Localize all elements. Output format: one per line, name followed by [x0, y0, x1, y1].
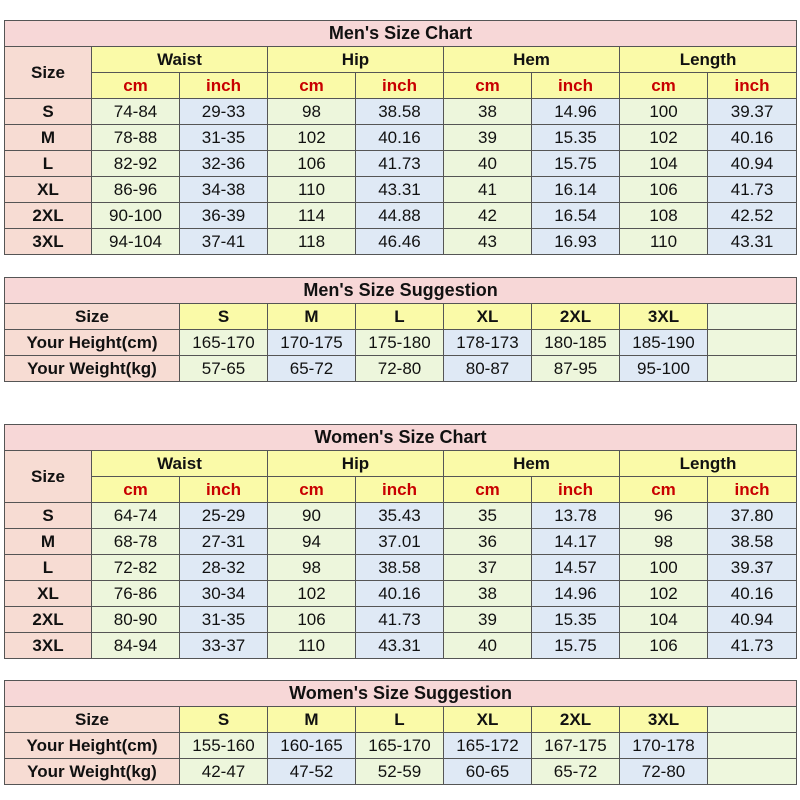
length-header: Length	[620, 47, 797, 73]
measure-cell: 38	[444, 99, 532, 125]
size-cell: 2XL	[5, 607, 92, 633]
measure-cell: 78-88	[92, 125, 180, 151]
table-row	[5, 555, 797, 581]
unit-cell: inch	[532, 477, 620, 503]
suggestion-cell	[708, 733, 797, 759]
measure-cell: 46.46	[356, 229, 444, 255]
hem-header: Hem	[444, 47, 620, 73]
measure-cell: 14.57	[532, 555, 620, 581]
measure-cell: 43	[444, 229, 532, 255]
measure-cell: 38.58	[356, 555, 444, 581]
size-header-cell: 2XL	[532, 707, 620, 733]
measure-cell: 106	[620, 177, 708, 203]
measure-cell: 102	[620, 581, 708, 607]
suggestion-header-row	[5, 304, 797, 330]
measure-cell: 40.94	[708, 607, 797, 633]
measure-cell: 40.94	[708, 151, 797, 177]
size-label: Size	[5, 304, 180, 330]
size-label: Size	[5, 707, 180, 733]
measure-cell: 37.01	[356, 529, 444, 555]
unit-cell: cm	[92, 73, 180, 99]
women-suggestion-title: Women's Size Suggestion	[5, 681, 797, 707]
unit-cell: cm	[620, 477, 708, 503]
measure-cell: 100	[620, 99, 708, 125]
measure-cell: 31-35	[180, 607, 268, 633]
measure-cell: 28-32	[180, 555, 268, 581]
unit-cell: inch	[180, 73, 268, 99]
measure-cell: 35.43	[356, 503, 444, 529]
size-cell: XL	[5, 177, 92, 203]
women-chart-body	[5, 503, 797, 659]
measure-cell: 31-35	[180, 125, 268, 151]
size-cell: L	[5, 555, 92, 581]
size-header-cell: XL	[444, 707, 532, 733]
men-suggestion-body	[5, 304, 797, 382]
size-cell: 3XL	[5, 633, 92, 659]
table-row	[5, 229, 797, 255]
measure-cell: 25-29	[180, 503, 268, 529]
size-cell: S	[5, 99, 92, 125]
unit-cell: inch	[180, 477, 268, 503]
suggestion-cell: 160-165	[268, 733, 356, 759]
measure-cell: 100	[620, 555, 708, 581]
unit-cell: cm	[92, 477, 180, 503]
unit-cell: inch	[356, 477, 444, 503]
size-header: Size	[5, 451, 92, 503]
measure-cell: 84-94	[92, 633, 180, 659]
measure-cell: 37	[444, 555, 532, 581]
men-suggestion-title: Men's Size Suggestion	[5, 278, 797, 304]
measure-cell: 14.17	[532, 529, 620, 555]
size-header-cell: S	[180, 304, 268, 330]
measure-cell: 102	[620, 125, 708, 151]
unit-cell: inch	[532, 73, 620, 99]
measure-cell: 40	[444, 151, 532, 177]
measure-cell: 98	[268, 99, 356, 125]
measure-cell: 104	[620, 607, 708, 633]
suggestion-cell: 167-175	[532, 733, 620, 759]
size-cell: L	[5, 151, 92, 177]
measure-cell: 41.73	[356, 607, 444, 633]
suggestion-cell: 72-80	[620, 759, 708, 785]
measure-cell: 44.88	[356, 203, 444, 229]
size-header-cell: L	[356, 304, 444, 330]
size-header-cell: L	[356, 707, 444, 733]
measure-cell: 41.73	[708, 177, 797, 203]
suggestion-cell: 170-175	[268, 330, 356, 356]
suggestion-cell: 95-100	[620, 356, 708, 382]
table-row	[5, 125, 797, 151]
measure-cell: 114	[268, 203, 356, 229]
measure-cell: 15.35	[532, 607, 620, 633]
measure-cell: 94-104	[92, 229, 180, 255]
measure-cell: 16.93	[532, 229, 620, 255]
measure-cell: 90-100	[92, 203, 180, 229]
suggestion-cell	[708, 759, 797, 785]
measure-cell: 39	[444, 607, 532, 633]
measure-cell: 33-37	[180, 633, 268, 659]
suggestion-cell: 185-190	[620, 330, 708, 356]
suggestion-cell: 155-160	[180, 733, 268, 759]
measure-cell: 86-96	[92, 177, 180, 203]
row-label: Your Weight(kg)	[5, 759, 180, 785]
suggestion-cell: 72-80	[356, 356, 444, 382]
unit-cell: cm	[620, 73, 708, 99]
measure-cell: 110	[620, 229, 708, 255]
row-label: Your Height(cm)	[5, 733, 180, 759]
measure-cell: 39.37	[708, 99, 797, 125]
suggestion-cell: 52-59	[356, 759, 444, 785]
measure-cell: 15.75	[532, 633, 620, 659]
size-cell: M	[5, 529, 92, 555]
suggestion-cell: 175-180	[356, 330, 444, 356]
measure-cell: 32-36	[180, 151, 268, 177]
measure-cell: 14.96	[532, 581, 620, 607]
size-header-cell: XL	[444, 304, 532, 330]
measure-cell: 42.52	[708, 203, 797, 229]
table-row	[5, 177, 797, 203]
measure-cell: 108	[620, 203, 708, 229]
measure-cell: 16.54	[532, 203, 620, 229]
suggestion-cell: 57-65	[180, 356, 268, 382]
measure-cell: 82-92	[92, 151, 180, 177]
measure-cell: 36	[444, 529, 532, 555]
suggestion-cell: 80-87	[444, 356, 532, 382]
waist-header: Waist	[92, 47, 268, 73]
measure-cell: 106	[620, 633, 708, 659]
measure-cell: 15.75	[532, 151, 620, 177]
measure-cell: 106	[268, 607, 356, 633]
measure-cell: 43.31	[356, 633, 444, 659]
measure-cell: 38	[444, 581, 532, 607]
size-header-cell	[708, 304, 797, 330]
size-header: Size	[5, 47, 92, 99]
row-label: Your Weight(kg)	[5, 356, 180, 382]
measure-cell: 90	[268, 503, 356, 529]
measure-cell: 37-41	[180, 229, 268, 255]
measure-cell: 80-90	[92, 607, 180, 633]
table-row	[5, 607, 797, 633]
table-row	[5, 356, 797, 382]
suggestion-cell	[708, 356, 797, 382]
men-size-suggestion	[4, 277, 797, 382]
measure-cell: 39.37	[708, 555, 797, 581]
measure-cell: 16.14	[532, 177, 620, 203]
measure-cell: 37.80	[708, 503, 797, 529]
measure-cell: 40.16	[708, 581, 797, 607]
table-row	[5, 203, 797, 229]
measure-cell: 38.58	[708, 529, 797, 555]
measure-cell: 27-31	[180, 529, 268, 555]
unit-cell: inch	[708, 73, 797, 99]
measure-cell: 40	[444, 633, 532, 659]
measure-cell: 13.78	[532, 503, 620, 529]
table-row	[5, 503, 797, 529]
measure-cell: 42	[444, 203, 532, 229]
measure-cell: 29-33	[180, 99, 268, 125]
measure-cell: 34-38	[180, 177, 268, 203]
measure-cell: 41.73	[356, 151, 444, 177]
table-row	[5, 581, 797, 607]
suggestion-cell: 178-173	[444, 330, 532, 356]
measure-cell: 98	[620, 529, 708, 555]
measure-cell: 106	[268, 151, 356, 177]
measure-cell: 15.35	[532, 125, 620, 151]
measure-cell: 41	[444, 177, 532, 203]
measure-cell: 40.16	[356, 125, 444, 151]
measure-cell: 43.31	[356, 177, 444, 203]
suggestion-header-row	[5, 707, 797, 733]
measure-cell: 102	[268, 581, 356, 607]
measure-cell: 98	[268, 555, 356, 581]
men-chart-body	[5, 99, 797, 255]
table-row	[5, 529, 797, 555]
women-size-chart	[4, 424, 797, 659]
measure-cell: 14.96	[532, 99, 620, 125]
measure-cell: 110	[268, 177, 356, 203]
unit-cell: cm	[268, 73, 356, 99]
unit-cell: inch	[708, 477, 797, 503]
size-cell: M	[5, 125, 92, 151]
unit-cell: cm	[268, 477, 356, 503]
women-size-suggestion	[4, 680, 797, 785]
size-header-cell	[708, 707, 797, 733]
men-chart-title: Men's Size Chart	[5, 21, 797, 47]
measure-cell: 76-86	[92, 581, 180, 607]
measure-cell: 102	[268, 125, 356, 151]
measure-cell: 104	[620, 151, 708, 177]
suggestion-cell: 42-47	[180, 759, 268, 785]
size-header-cell: 2XL	[532, 304, 620, 330]
size-header-cell: M	[268, 304, 356, 330]
measure-cell: 39	[444, 125, 532, 151]
size-header-cell: S	[180, 707, 268, 733]
men-size-chart	[4, 20, 797, 255]
measure-cell: 41.73	[708, 633, 797, 659]
unit-cell: cm	[444, 73, 532, 99]
women-chart-title: Women's Size Chart	[5, 425, 797, 451]
suggestion-cell: 165-170	[180, 330, 268, 356]
measure-cell: 94	[268, 529, 356, 555]
suggestion-cell: 60-65	[444, 759, 532, 785]
size-header-cell: 3XL	[620, 304, 708, 330]
measure-cell: 110	[268, 633, 356, 659]
measure-cell: 64-74	[92, 503, 180, 529]
size-cell: 2XL	[5, 203, 92, 229]
table-row	[5, 733, 797, 759]
suggestion-cell: 165-170	[356, 733, 444, 759]
women-suggestion-body	[5, 707, 797, 785]
suggestion-cell: 170-178	[620, 733, 708, 759]
size-header-cell: 3XL	[620, 707, 708, 733]
suggestion-cell: 65-72	[268, 356, 356, 382]
measure-cell: 30-34	[180, 581, 268, 607]
size-cell: S	[5, 503, 92, 529]
size-cell: XL	[5, 581, 92, 607]
suggestion-cell: 180-185	[532, 330, 620, 356]
measure-cell: 74-84	[92, 99, 180, 125]
hem-header: Hem	[444, 451, 620, 477]
measure-cell: 35	[444, 503, 532, 529]
measure-cell: 118	[268, 229, 356, 255]
length-header: Length	[620, 451, 797, 477]
measure-cell: 38.58	[356, 99, 444, 125]
suggestion-cell: 87-95	[532, 356, 620, 382]
measure-cell: 43.31	[708, 229, 797, 255]
suggestion-cell: 47-52	[268, 759, 356, 785]
measure-cell: 40.16	[356, 581, 444, 607]
measure-cell: 96	[620, 503, 708, 529]
suggestion-cell: 165-172	[444, 733, 532, 759]
size-header-cell: M	[268, 707, 356, 733]
size-cell: 3XL	[5, 229, 92, 255]
table-row	[5, 633, 797, 659]
hip-header: Hip	[268, 451, 444, 477]
table-row	[5, 759, 797, 785]
hip-header: Hip	[268, 47, 444, 73]
measure-cell: 40.16	[708, 125, 797, 151]
table-row	[5, 99, 797, 125]
row-label: Your Height(cm)	[5, 330, 180, 356]
suggestion-cell	[708, 330, 797, 356]
table-row	[5, 330, 797, 356]
measure-cell: 36-39	[180, 203, 268, 229]
waist-header: Waist	[92, 451, 268, 477]
unit-cell: cm	[444, 477, 532, 503]
unit-cell: inch	[356, 73, 444, 99]
measure-cell: 68-78	[92, 529, 180, 555]
measure-cell: 72-82	[92, 555, 180, 581]
suggestion-cell: 65-72	[532, 759, 620, 785]
table-row	[5, 151, 797, 177]
